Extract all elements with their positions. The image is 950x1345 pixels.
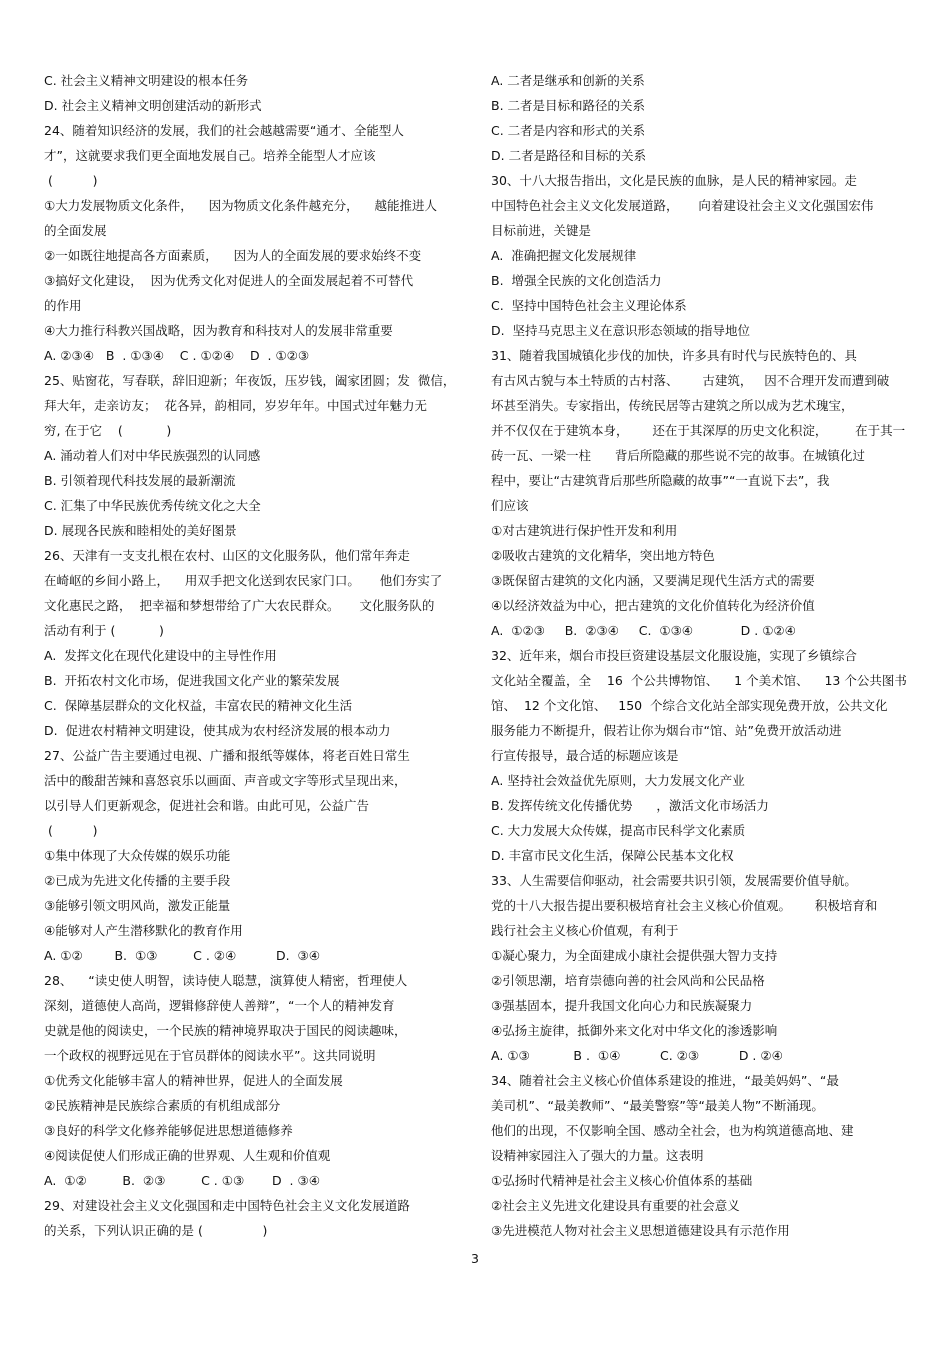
text-line: 31、随着我国城镇化步伐的加快，许多具有时代与民族特色的、具 [491,348,857,363]
text-line: 并不仅仅在于建筑本身， 还在于其深厚的历史文化积淀， 在于其一 [491,423,906,438]
text-line: ②吸收古建筑的文化精华，突出地方特色 [491,548,715,563]
text-line: A. ①② B. ①③ C . ②④ D. ③④ [44,948,320,963]
text-line: 深刻，道德使人高尚，逻辑修辞使人善辩”，“一个人的精神发育 [44,998,395,1013]
text-line: B. 开拓农村文化市场，促进我国文化产业的繁荣发展 [44,673,340,688]
text-line: 24、随着知识经济的发展，我们的社会越越需要“通才、全能型人 [44,123,404,138]
text-line: ③能够引领文明风尚，激发正能量 [44,898,231,913]
text-line: A. 坚持社会效益优先原则，大力发展文化产业 [491,773,745,788]
text-line: 34、随着社会主义核心价值体系建设的推进，“最美妈妈”、“最 [491,1073,839,1088]
text-line: ①凝心聚力，为全面建成小康社会提供强大智力支持 [491,948,778,963]
text-line: 行宣传报导，最合适的标题应该是 [491,748,679,763]
left-column [44,68,462,1243]
text-line: 史就是他的阅读史，一个民族的精神境界取决于国民的阅读趣味， [44,1023,407,1038]
text-line: B. 发挥传统文化传播优势 ，激活文化市场活力 [491,798,769,813]
text-line: 一个政权的视野远见在于官员群体的阅读水平”。这共同说明 [44,1048,376,1063]
text-line: 以引导人们更新观念，促进社会和谐。由此可见，公益广告 [44,798,370,813]
text-line: 33、人生需要信仰驱动，社会需要共识引领，发展需要价值导航。 [491,873,857,888]
text-line: ④大力推行科教兴国战略，因为教育和科技对人的发展非常重要 [44,323,393,338]
text-line: 文化惠民之路， 把幸福和梦想带给了广大农民群众。 文化服务队的 [44,598,435,613]
text-line: ④阅读促使人们形成正确的世界观、人生观和价值观 [44,1148,331,1163]
right-column [491,68,909,1243]
text-line: 设精神家园注入了强大的力量。这表明 [491,1148,704,1163]
text-line: ①优秀文化能够丰富人的精神世界，促进人的全面发展 [44,1073,343,1088]
text-line: 他们的出现，不仅影响全国、感动全社会，也为构筑道德高地、建 [491,1123,854,1138]
text-line: A. 发挥文化在现代化建设中的主导性作用 [44,648,277,663]
text-line: C. 社会主义精神文明建设的根本任务 [44,73,249,88]
text-line: 美司机”、“最美教师”、“最美警察”等“最美人物”不断涌现。 [491,1098,824,1113]
text-line: 拜大年，走亲访友； 花各异，韵相同，岁岁年年。中国式过年魅力无 [44,398,427,413]
text-line: 程中，要让“古建筑背后那些所隐藏的故事”“一直说下去”，我 [491,473,830,488]
text-line: A. ①②③ B. ②③④ C. ①③④ D . ①②④ [491,623,796,638]
text-line: ④弘扬主旋律，抵御外来文化对中华文化的渗透影响 [491,1023,778,1038]
text-line: ②社会主义先进文化建设具有重要的社会意义 [491,1198,740,1213]
text-line: D. 促进农村精神文明建设，使其成为农村经济发展的根本动力 [44,723,391,738]
text-line: 穷, 在于它 ( ) [44,423,172,438]
text-line: 26、天津有一支支扎根在农村、山区的文化服务队，他们常年奔走 [44,548,410,563]
text-line: D. 社会主义精神文明创建活动的新形式 [44,98,262,113]
text-line: 党的十八大报告提出要积极培育社会主义核心价值观。 积极培育和 [491,898,878,913]
text-line: 馆、 12 个文化馆、 150 个综合文化站全部实现免费开放，公共文化 [491,698,888,713]
text-line: 29、对建设社会主义文化强国和走中国特色社会主义文化发展道路 [44,1198,410,1213]
text-line: C. 二者是内容和形式的关系 [491,123,646,138]
text-line: 们应该 [491,498,529,513]
text-line: C. 大力发展大众传媒，提高市民科学文化素质 [491,823,746,838]
text-line: C. 保障基层群众的文化权益，丰富农民的精神文化生活 [44,698,353,713]
text-line: ③强基固本，提升我国文化向心力和民族凝聚力 [491,998,753,1013]
text-line: B. 二者是目标和路径的关系 [491,98,646,113]
text-line: ③先进模范人物对社会主义思想道德建设具有示范作用 [491,1223,790,1238]
text-line: ①大力发展物质文化条件， 因为物质文化条件越充分， 越能推进人 [44,198,437,213]
text-line: 27、公益广告主要通过电视、广播和报纸等媒体，将老百姓日常生 [44,748,410,763]
text-line: 30、十八大报告指出，文化是民族的血脉，是人民的精神家园。走 [491,173,857,188]
text-line: ( ) [44,823,98,838]
text-line: 活动有利于 ( ) [44,623,164,638]
text-line: ①弘扬时代精神是社会主义核心价值体系的基础 [491,1173,753,1188]
text-line: 文化站全覆盖，全 16 个公共博物馆、 1 个美术馆、 13 个公共图书 [491,673,907,688]
text-line: 25、贴窗花，写春联，辞旧迎新；年夜饭，压岁钱，阖家团圆；发 微信， [44,373,456,388]
text-line: 服务能力不断提升，假若让你为烟台市“馆、站”免费开放活动进 [491,723,842,738]
text-line: B. 增强全民族的文化创造活力 [491,273,662,288]
text-line: A. 二者是继承和创新的关系 [491,73,645,88]
text-line: C. 坚持中国特色社会主义理论体系 [491,298,687,313]
text-line: 28、 “读史使人明智，读诗使人聪慧，演算使人精密，哲理使人 [44,973,408,988]
text-line: D. 坚持马克思主义在意识形态领域的指导地位 [491,323,751,338]
text-line: A. 准确把握文化发展规律 [491,248,637,263]
text-line: B. 引领着现代科技发展的最新潮流 [44,473,236,488]
text-line: D. 展现各民族和睦相处的美好图景 [44,523,237,538]
text-line: ②已成为先进文化传播的主要手段 [44,873,231,888]
text-line: 坏甚至消失。专家指出，传统民居等古建筑之所以成为艺术瑰宝， [491,398,854,413]
text-line: C. 汇集了中华民族优秀传统文化之大全 [44,498,261,513]
text-line: 的关系，下列认识正确的是 ( ) [44,1223,268,1238]
text-line: 32、近年来，烟台市投巨资建设基层文化服设施，实现了乡镇综合 [491,648,857,663]
text-line: ①集中体现了大众传媒的娱乐功能 [44,848,231,863]
page-number: 3 [471,1251,479,1266]
text-line: 中国特色社会主义文化发展道路， 向着建设社会主义文化强国宏伟 [491,198,874,213]
text-line: ①对古建筑进行保护性开发和利用 [491,523,678,538]
text-line: A. ①③ B . ①④ C. ②③ D . ②④ [491,1048,783,1063]
text-line: 目标前进，关键是 [491,223,592,238]
text-line: D. 丰富市民文化生活，保障公民基本文化权 [491,848,734,863]
text-line: ②民族精神是民族综合素质的有机组成部分 [44,1098,281,1113]
text-line: ③既保留古建筑的文化内涵，又要满足现代生活方式的需要 [491,573,815,588]
text-line: 践行社会主义核心价值观，有利于 [491,923,679,938]
text-line: 在崎岖的乡间小路上， 用双手把文化送到农民家门口。 他们夯实了 [44,573,443,588]
text-line: ②引领思潮，培育崇德向善的社会风尚和公民品格 [491,973,765,988]
text-line: ③良好的科学文化修养能够促进思想道德修养 [44,1123,293,1138]
text-line: 的全面发展 [44,223,107,238]
text-line: A. 涌动着人们对中华民族强烈的认同感 [44,448,261,463]
text-line: 活中的酸甜苦辣和喜怒哀乐以画面、声音或文字等形式呈现出来， [44,773,407,788]
text-line: ③搞好文化建设， 因为优秀文化对促进人的全面发展起着不可替代 [44,273,414,288]
text-line: 砖一瓦、一梁一柱 背后所隐藏的那些说不完的故事。在城镇化过 [491,448,865,463]
text-line: A. ①② B. ②③ C . ①③ D . ③④ [44,1173,320,1188]
text-line: ④能够对人产生潜移默化的教育作用 [44,923,243,938]
text-line: 才”，这就要求我们更全面地发展自己。培养全能型人才应该 [44,148,376,163]
text-line: 有古风古貌与本土特质的古村落、 古建筑， 因不合理开发而遭到破 [491,373,890,388]
text-line: ④以经济效益为中心，把古建筑的文化价值转化为经济价值 [491,598,815,613]
text-line: ( ) [44,173,98,188]
text-line: ②一如既往地提高各方面素质， 因为人的全面发展的要求始终不变 [44,248,422,263]
text-line: 的作用 [44,298,82,313]
text-line: A. ②③④ B . ①③④ C . ①②④ D . ①②③ [44,348,310,363]
text-line: D. 二者是路径和目标的关系 [491,148,647,163]
